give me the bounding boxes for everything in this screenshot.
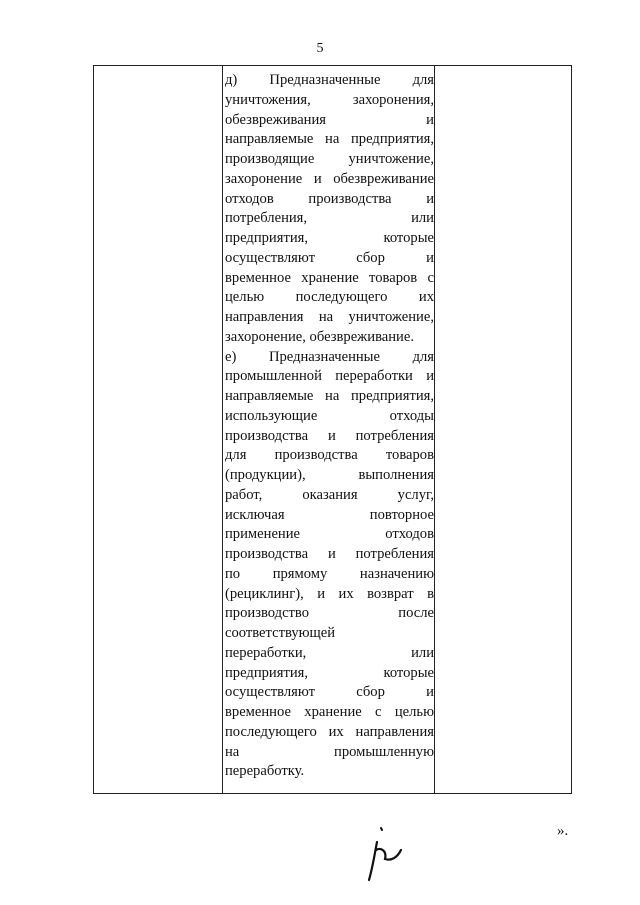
text-line: предприятия, которые	[225, 230, 434, 246]
text-line: уничтожения, захоронения,	[225, 91, 434, 108]
text-line: производства и потребления	[225, 427, 434, 444]
text-line: направления на уничтожение,	[225, 309, 434, 325]
page-number: 5	[316, 41, 324, 56]
text-line: производства и потребления	[225, 546, 434, 562]
text-line: (рециклинг), и их возврат в	[225, 585, 434, 602]
text-line: переработки, или	[225, 644, 434, 661]
text-line: направляемые на предприятия,	[225, 131, 434, 148]
document-table	[93, 65, 572, 794]
text-line: потребления, или	[225, 210, 434, 227]
text-line: (продукции), выполнения	[225, 467, 434, 483]
text-line: осуществляют сбор и	[225, 684, 434, 701]
text-line: отходов производства и	[225, 190, 434, 207]
text-line: захоронение, обезвреживание.	[225, 328, 414, 345]
text-line: д) Предназначенные для	[225, 72, 434, 88]
text-line: производство после	[225, 605, 434, 622]
table-cell-text	[223, 66, 435, 794]
text-line: исключая повторное	[225, 506, 434, 523]
text-line: для производства товаров	[225, 447, 434, 464]
text-line: временное хранение товаров с	[225, 269, 434, 286]
text-line: осуществляют сбор и	[225, 249, 434, 266]
text-line: направляемые на предприятия,	[225, 388, 434, 404]
text-line: производящие уничтожение,	[225, 151, 434, 167]
handwritten-signature-icon	[355, 826, 405, 884]
text-line: целью последующего их	[225, 289, 434, 306]
text-line: работ, оказания услуг,	[225, 486, 434, 503]
text-line: захоронение и обезвреживание	[225, 170, 434, 187]
text-line: обезвреживания и	[225, 111, 434, 128]
text-line: промышленной переработки и	[225, 368, 434, 385]
cell-text-block	[223, 66, 434, 782]
table-cell-left	[94, 66, 223, 794]
text-line: по прямому назначению	[225, 565, 434, 582]
text-line: временное хранение с целью	[225, 704, 434, 720]
text-line: предприятия, которые	[225, 664, 434, 681]
text-line: последующего их направления	[225, 723, 434, 740]
text-line: переработку.	[225, 763, 305, 780]
text-line: е) Предназначенные для	[225, 348, 434, 365]
closing-quote: ».	[557, 823, 569, 839]
table-row	[94, 66, 572, 794]
text-line: соответствующей	[225, 625, 336, 641]
text-line: использующие отходы	[225, 407, 434, 424]
text-line: применение отходов	[225, 526, 434, 543]
text-line: на промышленную	[225, 743, 434, 760]
table-cell-right	[435, 66, 572, 794]
